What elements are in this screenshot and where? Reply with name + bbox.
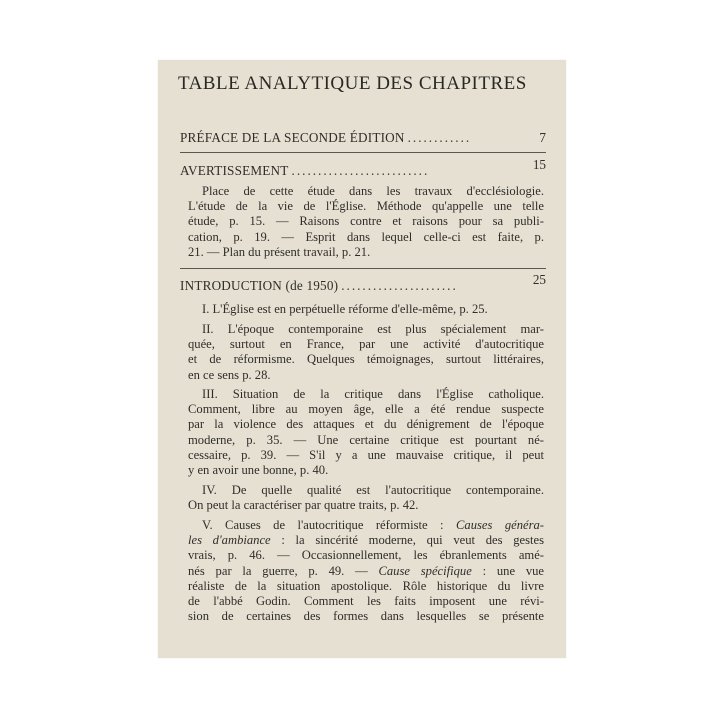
summary-text: nés par la guerre, p. 49. —: [188, 563, 379, 578]
page-title: TABLE ANALYTIQUE DES CHAPITRES: [178, 73, 527, 94]
summary-line: 21. — Plan du présent travail, p. 21.: [188, 244, 371, 259]
summary-line: On peut la caractériser par quatre traits, p. 42.: [188, 498, 419, 513]
avertissement-summary: [188, 184, 544, 260]
summary-line: cation, p. 19. — Esprit dans lequel celle-ci est faite, p.: [188, 229, 544, 244]
summary-line: y en avoir une bonne, p. 40.: [188, 463, 329, 478]
summary-line: [188, 564, 544, 579]
toc-entry-label: INTRODUCTION (de 1950): [180, 278, 339, 293]
summary-line: I. L'Église est en perpétuelle réforme d'elle-même, p. 25.: [202, 302, 488, 316]
intro-section-4: [188, 483, 544, 513]
toc-entry-label: AVERTISSEMENT: [180, 163, 289, 178]
divider-rule: [180, 152, 546, 153]
toc-entry-label: PRÉFACE DE LA SECONDE ÉDITION: [180, 130, 405, 145]
summary-line: IV. De quelle qualité est l'autocritique contemporaine.: [202, 483, 544, 497]
toc-leader-dots: ..........................: [291, 163, 430, 178]
summary-line: réaliste de la situation apostolique. Rôle historique du livre: [188, 578, 544, 593]
divider-rule: [180, 268, 546, 269]
intro-section-1: [188, 302, 544, 317]
summary-line: de l'abbé Godin. Comment les faits imposent une révi-: [188, 594, 544, 609]
summary-line: par la violence des attaques et du dénigrement de l'époque: [188, 417, 544, 432]
toc-leader-dots: ............: [407, 130, 472, 145]
book-page: [158, 60, 566, 658]
toc-entry-preface: [180, 130, 546, 146]
summary-line: cessaire, p. 39. — S'il y a une mauvaise critique, il peut: [188, 447, 544, 462]
toc-page-number: 7: [539, 130, 546, 145]
toc-entry-avertissement: [180, 157, 546, 179]
summary-line: vrais, p. 46. — Occasionnellement, les ébranlements amé-: [188, 548, 544, 563]
summary-line: sion de certaines des formes dans lesquelles se présente: [188, 609, 544, 624]
toc-page-number: 25: [532, 272, 546, 287]
intro-section-2: [188, 322, 544, 383]
summary-line: en ce sens p. 28.: [188, 367, 271, 382]
toc-entry-introduction: [180, 272, 546, 294]
toc-page-number: 15: [532, 157, 546, 172]
summary-text: : une vue: [471, 563, 545, 578]
intro-section-3: [188, 387, 544, 478]
intro-section-5: [188, 518, 544, 624]
summary-line: III. Situation de la critique dans l'Église catholique.: [202, 387, 544, 401]
summary-italic-text: Cause spécifique: [378, 563, 472, 578]
summary-line: L'étude de la vie de l'Église. Méthode qu'appelle une telle: [188, 199, 544, 214]
summary-italic-text: les d'ambiance: [188, 533, 271, 548]
summary-line: II. L'époque contemporaine est plus spécialement mar-: [202, 322, 544, 336]
summary-line: [188, 518, 544, 533]
summary-text: V. Causes de l'autocritique réformiste :: [202, 518, 456, 532]
summary-line: quée, surtout en France, par une activité d'autocritique: [188, 337, 544, 352]
summary-line: Place de cette étude dans les travaux d'ecclésiologie.: [202, 184, 544, 198]
summary-line: Comment, libre au moyen âge, elle a été rendue suspecte: [188, 402, 544, 417]
summary-text: : la sincérité moderne, qui veut des gestes: [270, 533, 544, 548]
toc-leader-dots: ......................: [341, 278, 458, 293]
summary-line: moderne, p. 35. — Une certaine critique est pourtant né-: [188, 432, 544, 447]
summary-line: et de réformisme. Quelques témoignages, surtout littéraires,: [188, 352, 544, 367]
summary-line: [188, 533, 544, 548]
summary-italic-text: Causes généra-: [456, 518, 544, 532]
summary-line: étude, p. 15. — Raisons contre et raisons pour sa publi-: [188, 214, 544, 229]
